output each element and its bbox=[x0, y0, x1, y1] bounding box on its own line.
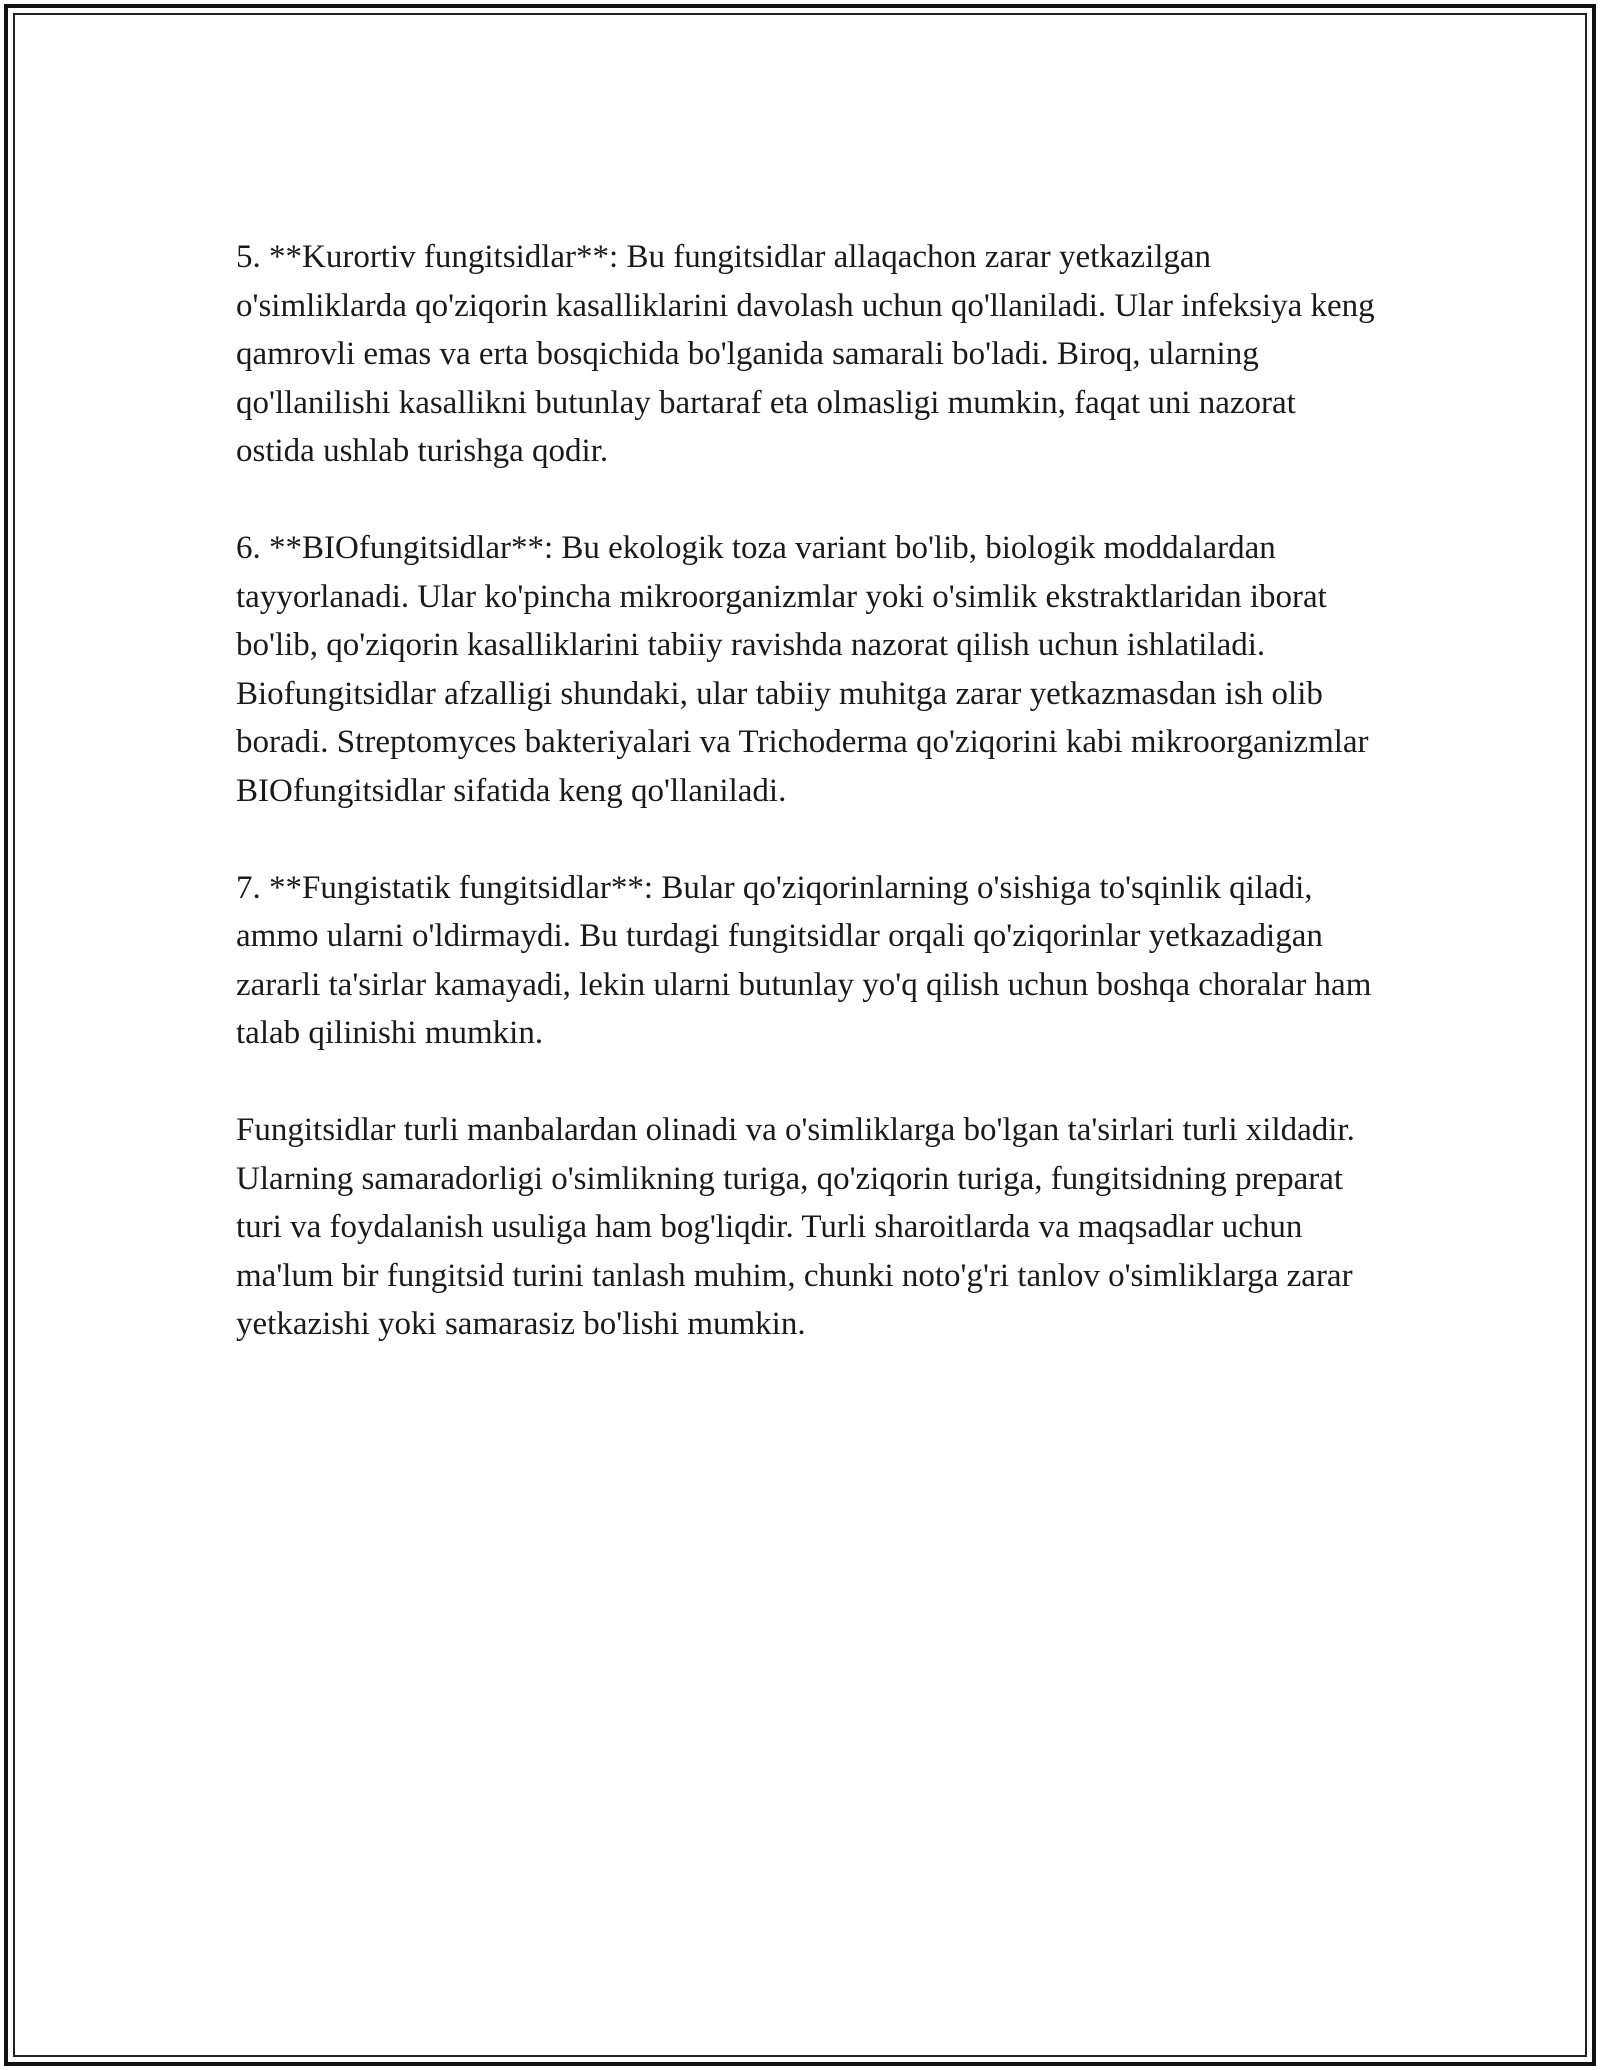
paragraph-conclusion: Fungitsidlar turli manbalardan olinadi va o'simliklarga bo'lgan ta'sirlari turli xildadir. Ularning samaradorligi o'simlikning turiga, qo'ziqorin turiga, fungitsidning preparat turi va foydalanish usuliga ham bog'liqdir. Turli sharoitlarda va maqsadlar uchun ma'lum bir fungitsid turini tanlash muhim, chunki noto'g'ri tanlov o'simliklarga zarar yetkazishi yoki samarasiz bo'lishi mumkin. bbox=[236, 1112, 1355, 1342]
paragraph-biofungitsidlar: 6. **BIOfungitsidlar**: Bu ekologik toza variant bo'lib, biologik moddalardan tayyorlanadi. Ular ko'pincha mikroorganizmlar yoki o'simlik ekstraktlaridan iborat bo'lib, qo'ziqorin kasalliklarini tabiiy ravishda nazorat qilish uchun ishlatiladi. Biofungitsidlar afzalligi shundaki, ular tabiiy muhitga zarar yetkazmasdan ish olib boradi. Streptomyces bakteriyalari va Trichoderma qo'ziqorini kabi mikroorganizmlar BIOfungitsidlar sifatida keng qo'llaniladi. bbox=[236, 530, 1369, 809]
paragraph-kurortiv-fungitsidlar: 5. **Kurortiv fungitsidlar**: Bu fungitsidlar allaqachon zarar yetkazilgan o'simliklarda qo'ziqorin kasalliklarini davolash uchun qo'llaniladi. Ular infeksiya keng qamrovli emas va erta bosqichida bo'lganida samarali bo'ladi. Biroq, ularning qo'llanilishi kasallikni butunlay bartaraf eta olmasligi mumkin, faqat uni nazorat ostida ushlab turishga qodir. bbox=[236, 239, 1375, 469]
paragraph-fungistatik-fungitsidlar: 7. **Fungistatik fungitsidlar**: Bular qo'ziqorinlarning o'sishiga to'sqinlik qiladi, ammo ularni o'ldirmaydi. Bu turdagi fungitsidlar orqali qo'ziqorinlar yetkazadigan zararli ta'sirlar kamayadi, lekin ularni butunlay yo'q qilish uchun boshqa choralar ham talab qilinishi mumkin. bbox=[236, 869, 1372, 1051]
document-body bbox=[236, 233, 1376, 1349]
